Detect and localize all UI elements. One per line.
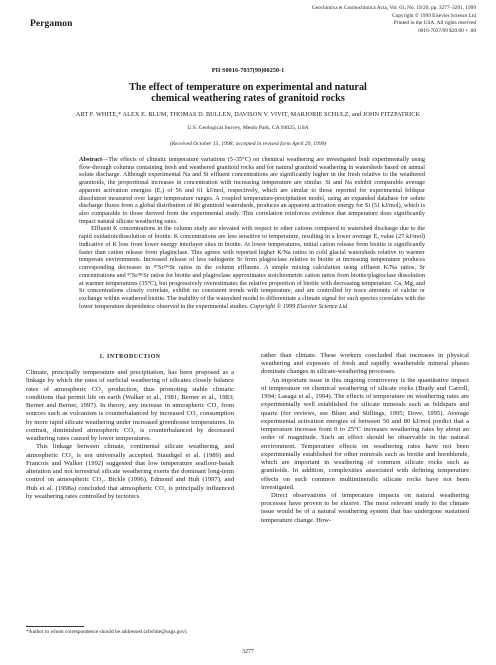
body-paragraph: This linkage between climate, continental silicate weathering, and atmospheric CO₂ is not universally accepted. Staudigel et al. (1989) and Francois and Walker (1992) suggested that low temperature seafloor-basalt alteration and not terrestrial silicate weathering exerts the dominant long-term control on atmospheric CO₂. Bickle (1996), Edmond and Huh (1997), and Huh et al. (1998a) concluded that atmospheric CO₂ is principally influenced by weathering rates controlled by tectonics: [26, 443, 234, 500]
title-line: The effect of temperature on experimental and natural: [129, 82, 367, 93]
body-paragraph: rather than climate. These workers concluded that increases in physical weathering and exposure of fresh and rapidly weatherable mineral phases dominate changes in silicate-weathering processes.: [261, 352, 469, 376]
title-line: chemical weathering rates of granitoid rocks: [151, 93, 345, 105]
right-column: [261, 352, 469, 525]
abstract-text: Effluent K concentrations in the column study are elevated with respect to other cations compared to watershed discharge due to the rapid oxidation/dissolution of biotite. K concentrations are less sensitive to temperature, resulting in a lower average Eₐ value (27 kJ/mol) indicative of K loss from lower energy interlayer sites in biotite. At lower temperatures, initial cation release from biotite is significantly faster than cation release from plagioclase. This agrees with reported higher K/Na ratios in cold glacial watersheds relative to warmer temperate environments. Increased release of less radiogenic Sr from plagioclase relative to biotite at increasing temperature produces corresponding decreases in ⁸⁷Sr/⁸⁶Sr ratios in the column effluents. A simple mixing calculation using effluent K/Na ratios, Sr concentrations and ⁸⁷Sr/⁸⁶Sr ratios for biotite and plagioclase approximates stoichiometric cation ratios from biotite/plagioclase dissolution at warmer temperatures (35°C), but progressively overestimates the relative proportion of biotite with decreasing temperature. Ca, Mg, and Sr concentrations closely correlate, exhibit no consistent trends with temperature, and are controlled by trace amounts of calcite or exchange within weathered biotite. The inability of the watershed model to differentiate a climate signal for such species correlates with the lower temperature dependence observed in the experimental studies.: [79, 225, 425, 310]
corresponding-author-footnote: *Author to whom correspondence should be addressed (afwhite@usgs.gov).: [26, 629, 188, 635]
abstract-paragraph-2: [79, 225, 425, 310]
author-list: ART F. WHITE,* ALEX E. BLUM, THOMAS D. BULLEN, DAVISON V. VIVIT, MARJORIE SCHULZ, and JOHN FITZPATRICK: [75, 111, 421, 118]
body-paragraph: Climate, principally temperature and precipitation, has been proposed as a linkage by which the rates of surficial weathering of silicates closely balance rates of atmospheric CO₂ production, thus promoting stable climatic conditions that permit life on earth (Walker et al., 1981; Berner et al., 1983; Berner and Berner, 1997). In theory, any increase in atmospheric CO₂ from sources such as volcanism is counterbalanced by increased CO₂ consumption by more rapid silicate weathering under increased greenhouse temperatures. In contrast, diminished atmospheric CO₂ is counterbalanced by decreased weathering rates caused by lower temperatures.: [26, 369, 234, 443]
publisher-logo-text: Pergamon: [30, 19, 73, 29]
section-heading-introduction: 1. INTRODUCTION: [99, 354, 161, 360]
body-paragraph: Direct observations of temperature impacts on natural weathering processes have proven to be elusive. The most relevant study to the climate issue would be of a natural weathering system that has undergone sustained temperature change. How-: [261, 491, 469, 524]
received-accepted-dates: (Received October 15, 1998; accepted in revised form April 29, 1999): [169, 141, 327, 147]
journal-line: 0016-7037/99 $20.00 + .00: [418, 28, 476, 35]
abstract-label: Abstract: [79, 156, 103, 163]
journal-line: Geochimica et Cosmochimica Acta, Vol. 63, No. 19/20, pp. 3277–3291, 1999: [311, 5, 476, 11]
page-number: 3277: [242, 649, 254, 655]
abstract-copyright: Copyright © 1999 Elsevier Science Ltd: [249, 302, 348, 310]
article-title: [60, 82, 436, 105]
pii-identifier: PII S0016-7037(99)00250-1: [211, 67, 285, 74]
abstract-paragraph-1: [79, 156, 425, 225]
journal-line: Printed in the USA. All rights reserved: [393, 20, 476, 27]
journal-line: Copyright © 1999 Elsevier Science Ltd: [392, 12, 476, 19]
author-affiliation: U.S. Geological Survey, Menlo Park, CA 94025, USA: [187, 125, 309, 131]
footnote-divider: [26, 626, 84, 627]
journal-citation: [308, 5, 476, 36]
abstract-text: —The effects of climatic temperature variations (5–35°C) on chemical weathering are investigated both experimentally using flow-through columns containing fresh and weathered granitoid rocks and for natural granitoid weathering in watersheds based on annual solute discharge. Although experimental Na and Si effluent concentrations are significantly higher in the fresh relative to the weathered granitoids, the proportional increases in concentration with increasing temperature are similar. Si and Na exhibit comparable average apparent activation energies (Eₐ) of 56 and 61 kJ/mol, respectively, which are similar to those reported for experimental feldspar dissolution measured over larger temperature ranges. A coupled temperature-precipitation model, using an expanded database for solute discharge fluxes from a global distribution of 86 granitoid watersheds, produces an apparent activation energy for Si (51 kJ/mol), which is also comparable to those derived from the experimental study. This correlation reinforces evidence that temperature does significantly impact natural silicate weathering rates.: [79, 156, 425, 225]
body-paragraph: An important issue in this ongoing controversy is the quantitative impact of temperature on chemical weathering of silicate rocks (Brady and Carroll, 1994; Lasaga et al., 1994). The effects of temperature on weathering rates are experimentally well established for silicate minerals such as feldspars and quartz (for reviews, see Blum and Stillings, 1995; Dove, 1995). Average experimental activation energies of between 50 and 80 kJ/mol predict that a temperature increase from 0 to 25°C increases weathering rates by about an order of magnitude. Such an effect should be observable in the natural environment. Temperature effects on weathering rates have not been experimentally established for other minerals such as biotite and hornblende, which are important in weathering of common silicate rocks such as granitoids. In addition, complexities associated with defining temperature effects on such common multimineralic silicate rocks have not been investigated.: [261, 376, 469, 491]
left-column: [26, 353, 234, 501]
abstract: [79, 156, 425, 310]
